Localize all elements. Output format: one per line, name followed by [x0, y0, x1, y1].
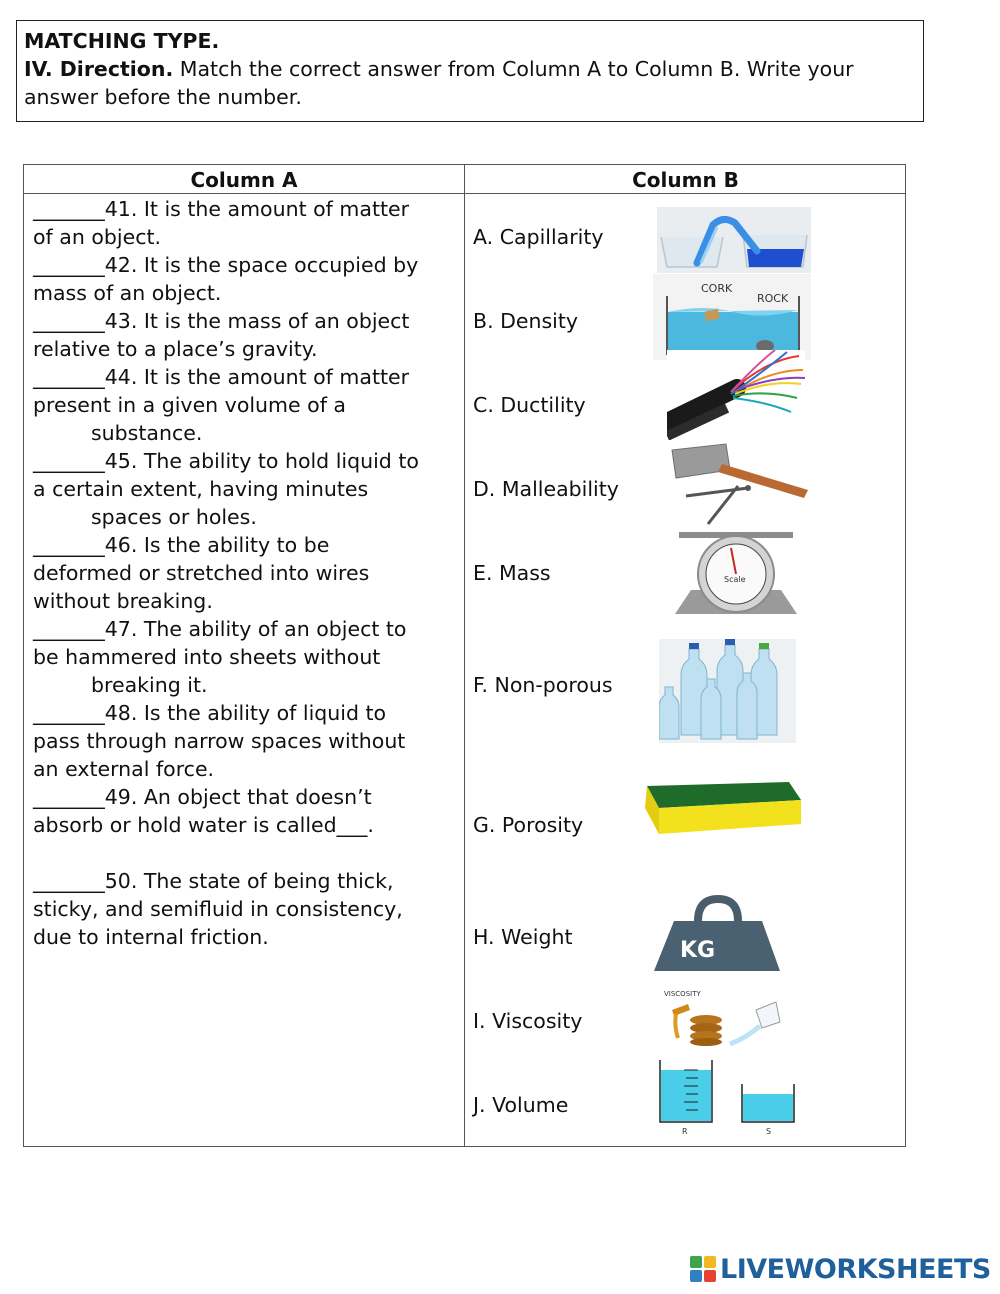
direction-text: Match the correct answer from Column A to Column B. Write your [173, 57, 854, 81]
capillarity-glasses-icon [657, 207, 811, 273]
header-divider [24, 193, 905, 194]
question-48: _______48. Is the ability of liquid to pass through narrow spaces without an external force. [33, 701, 406, 781]
question-50: _______50. The state of being thick, sticky, and semifluid in consistency, due to internal friction. [33, 869, 403, 949]
hammer-nails-icon [668, 440, 811, 526]
svg-text:KG: KG [680, 938, 716, 963]
beakers-icon [658, 1058, 802, 1136]
direction-text-2: answer before the number. [24, 85, 302, 109]
liveworksheets-brand [690, 1254, 991, 1284]
svg-text:Scale: Scale [724, 575, 746, 584]
column-divider [464, 165, 465, 1146]
answer-j: J. Volume [473, 1093, 569, 1117]
answer-a: A. Capillarity [473, 225, 604, 249]
svg-text:ROCK: ROCK [757, 292, 789, 305]
water-bottles-icon [659, 639, 796, 743]
question-45: _______45. The ability to hold liquid to a certain extent, having minutes spaces or holes. [33, 449, 419, 529]
cork-rock-water-icon [653, 274, 811, 360]
answer-h: H. Weight [473, 925, 573, 949]
answer-d: D. Malleability [473, 477, 619, 501]
wires-cable-icon [667, 350, 805, 440]
svg-text:S: S [766, 1127, 772, 1136]
column-a-header: Column A [190, 168, 298, 192]
direction-label: IV. Direction. [24, 57, 174, 81]
question-46: _______46. Is the ability to be deformed or stretched into wires without breaking. [33, 533, 370, 613]
svg-text:VISCOSITY: VISCOSITY [664, 990, 701, 998]
liveworksheets-logo-icon [690, 1256, 716, 1282]
answer-i: I. Viscosity [473, 1009, 583, 1033]
answer-c: C. Ductility [473, 393, 586, 417]
direction-box [16, 20, 924, 122]
question-47: _______47. The ability of an object to be hammered into sheets without breaking it. [33, 617, 407, 697]
weighing-scale-icon [669, 530, 803, 614]
question-44: _______44. It is the amount of matter present in a given volume of a substance. [33, 365, 410, 445]
question-41: _______41. It is the amount of matter of an object. [33, 197, 410, 249]
column-b-header: Column B [632, 168, 739, 192]
question-42: _______42. It is the space occupied by mass of an object. [33, 253, 419, 305]
answer-f: F. Non-porous [473, 673, 613, 697]
answer-e: E. Mass [473, 561, 551, 585]
honey-water-icon [660, 986, 790, 1048]
question-49: _______49. An object that doesn’t absorb or hold water is called___. [33, 785, 374, 837]
kg-weight-icon [640, 891, 792, 975]
sponge-icon [639, 778, 803, 848]
liveworksheets-wordmark: LIVEWORKSHEETS [720, 1253, 991, 1285]
svg-text:R: R [682, 1127, 688, 1136]
svg-text:CORK: CORK [701, 282, 733, 295]
answer-b: B. Density [473, 309, 579, 333]
answer-g: G. Porosity [473, 813, 584, 837]
question-43: _______43. It is the mass of an object relative to a place’s gravity. [33, 309, 410, 361]
section-title: MATCHING TYPE. [24, 29, 220, 53]
